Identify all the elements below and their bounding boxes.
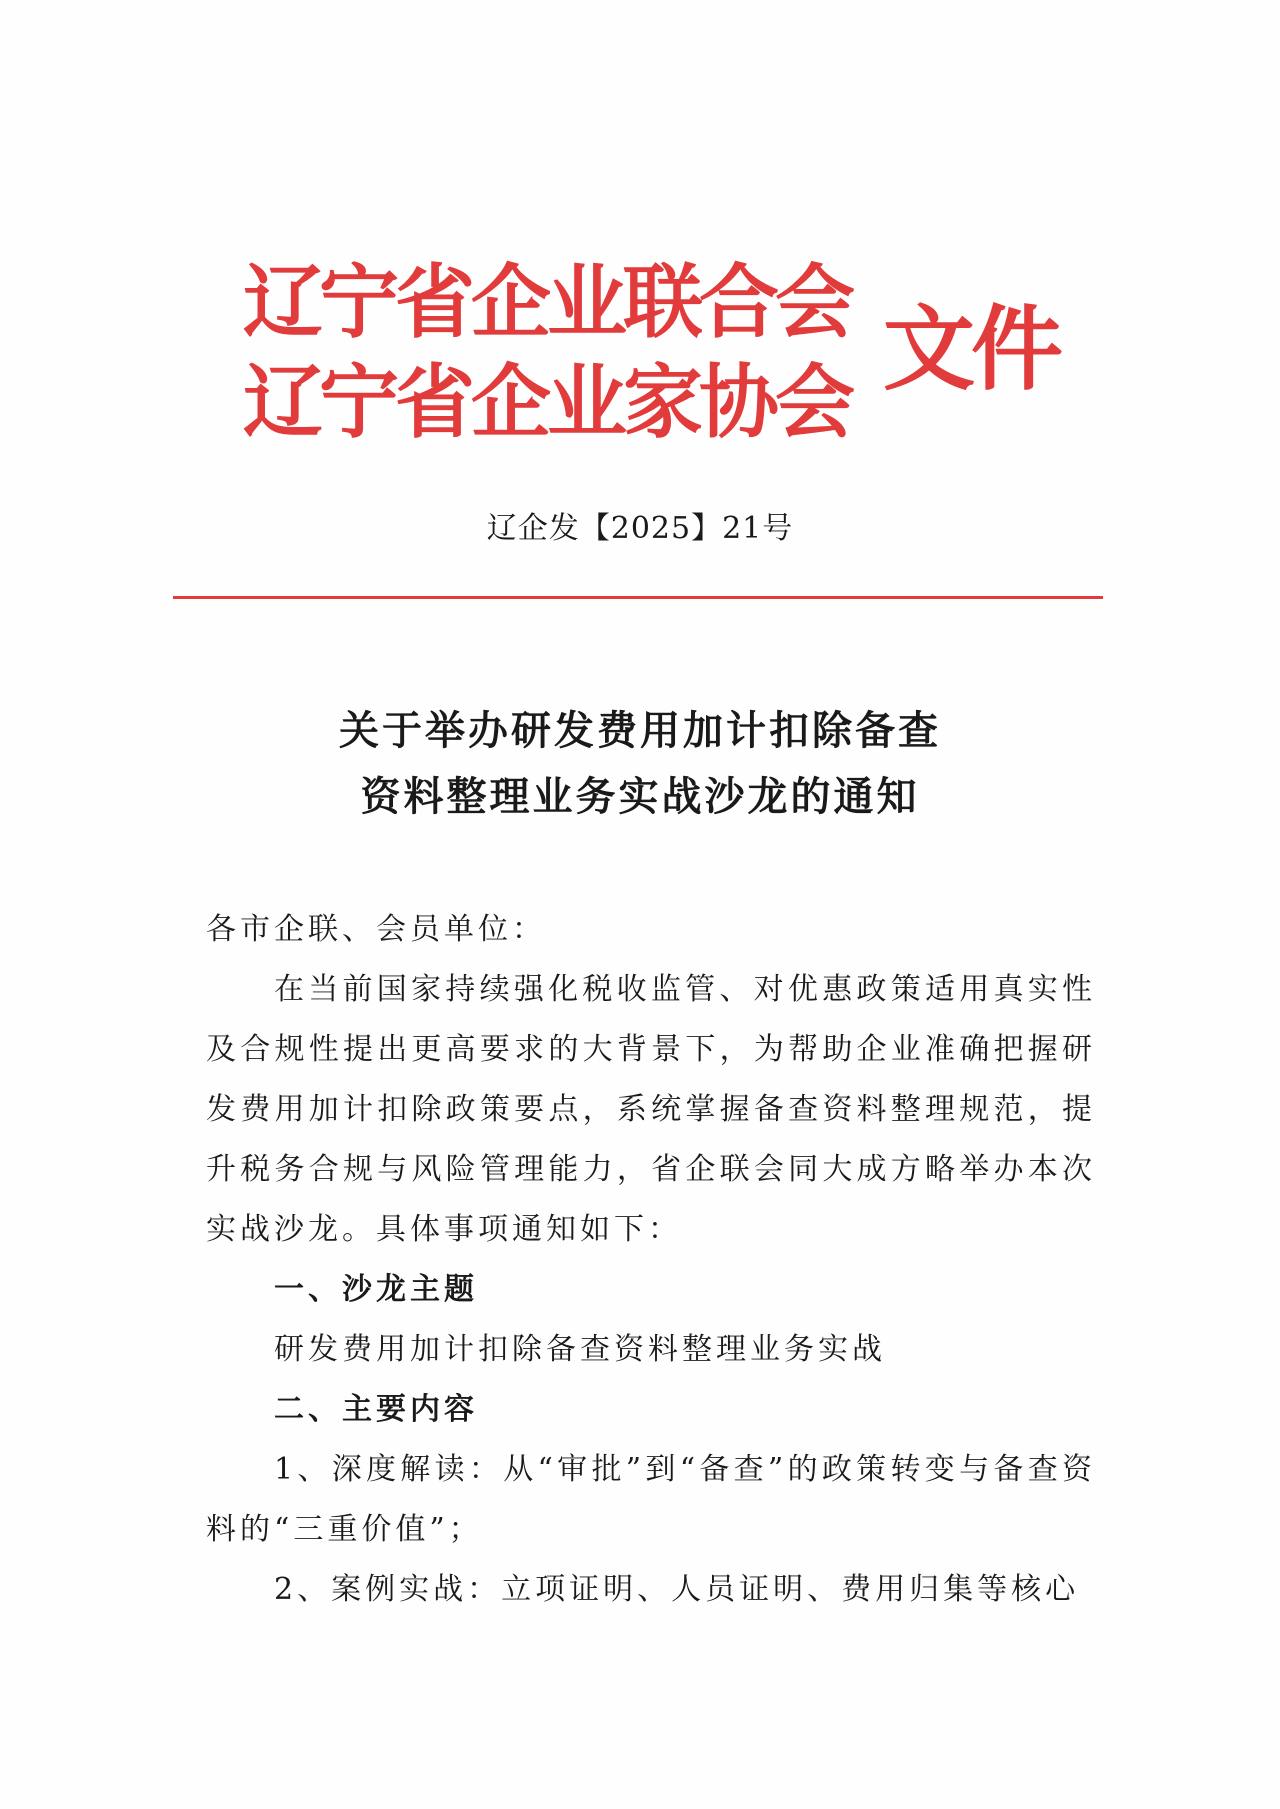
- section-heading-content: 二、主要内容: [274, 1392, 478, 1427]
- letterhead: [243, 255, 1083, 455]
- salutation: 各市企联、会员单位：: [206, 912, 546, 947]
- document-title-line-1: 关于举办研发费用加计扣除备查: [339, 708, 941, 754]
- org-name-line-1: 辽宁省企业联合会: [243, 256, 851, 349]
- doc-type-label: 文件: [883, 296, 1060, 403]
- document-number: 辽企发【2025】21号: [486, 511, 794, 546]
- intro-paragraph: 在当前国家持续强化税收监管、对优惠政策适用真实性及合规性提出更高要求的大背景下，为帮助企业准确把握研发费用加计扣除政策要点，系统掌握备查资料整理规范，提升税务合规与风险管理能力，省企联会同大成方略举办本次实战沙龙。具体事项通知如下：: [206, 972, 1096, 1247]
- document-title-line-2: 资料整理业务实战沙龙的通知: [360, 774, 920, 820]
- red-divider-line: [173, 596, 1103, 599]
- section-heading-topic: 一、沙龙主题: [274, 1272, 478, 1307]
- section-text-topic: 研发费用加计扣除备查资料整理业务实战: [274, 1332, 886, 1367]
- document-body: [206, 900, 1096, 1620]
- content-item-2: 2、案例实战：立项证明、人员证明、费用归集等核心: [274, 1572, 1080, 1607]
- org-name-line-2: 辽宁省企业家协会: [243, 356, 851, 449]
- content-item-1: 1、深度解读：从“审批”到“备查”的政策转变与备查资料的“三重价值”；: [206, 1452, 1096, 1547]
